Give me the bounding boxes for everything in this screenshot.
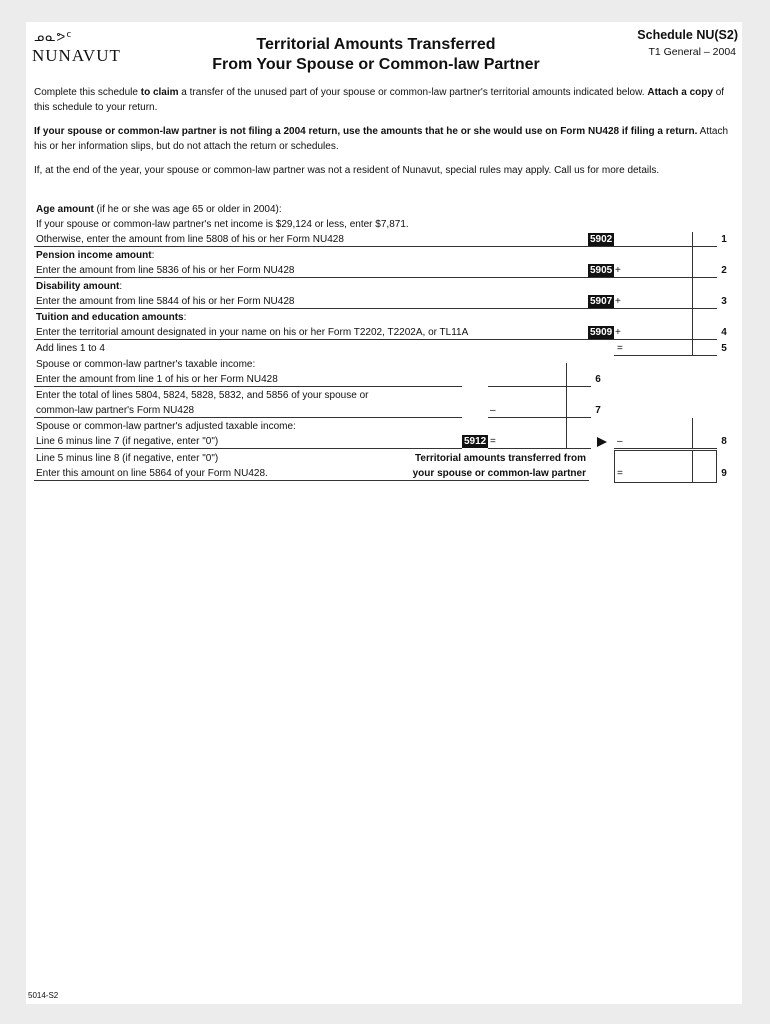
amount-field-line-9[interactable] bbox=[614, 450, 717, 483]
rule-line-6 bbox=[34, 386, 462, 387]
line-number-8: 8 bbox=[721, 436, 727, 447]
line-number-9: 9 bbox=[721, 468, 727, 479]
schedule-year: T1 General – 2004 bbox=[648, 46, 736, 58]
intro-paragraph-2: If your spouse or common-law partner is not filing a 2004 return, use the amounts that he or she would use on Form NU428 if filing a return. Attach his or her information slips, but do not attach the return or schedules. bbox=[34, 126, 729, 152]
line-code-5912: 5912 bbox=[464, 436, 487, 447]
disability-heading: Disability amount: bbox=[36, 281, 123, 292]
rule-line-4 bbox=[34, 339, 614, 340]
amount-field-line-7[interactable] bbox=[488, 417, 591, 418]
rule-line-1 bbox=[34, 246, 614, 247]
line-number-4: 4 bbox=[721, 327, 727, 338]
schedule-code: Schedule NU(S2) bbox=[637, 28, 738, 42]
amount-field-line-1[interactable] bbox=[614, 246, 717, 247]
line-6-instruction: Enter the amount from line 1 of his or her Form NU428 bbox=[36, 374, 278, 385]
form-page bbox=[26, 22, 742, 1004]
amount-field-line-3[interactable] bbox=[614, 308, 717, 309]
line-4-operator: + bbox=[615, 327, 621, 338]
age-amount-instruction: Otherwise, enter the amount from line 5808 of his or her Form NU428 bbox=[36, 234, 344, 245]
line-9-text-a: Line 5 minus line 8 (if negative, enter "0") bbox=[36, 453, 219, 464]
line-5-operator: = bbox=[617, 343, 623, 354]
disability-instruction: Enter the amount from line 5844 of his or her Form NU428 bbox=[36, 296, 295, 307]
line-8-minus: – bbox=[617, 436, 623, 447]
line-number-2: 2 bbox=[721, 265, 727, 276]
logo-nunavut: NUNAVUT bbox=[32, 46, 121, 65]
arrow-right-icon bbox=[597, 437, 607, 447]
intro-paragraph-3: If, at the end of the year, your spouse or common-law partner was not a resident of Nunavut, special rules may apply. Call us for more details. bbox=[34, 165, 660, 176]
amount-field-line-6[interactable] bbox=[488, 386, 591, 387]
logo-syllabics: ᓄᓇᕗᑦ bbox=[34, 30, 73, 44]
line-9-operator: = bbox=[617, 468, 623, 479]
rule-line-2 bbox=[34, 277, 614, 278]
amount-field-line-5[interactable] bbox=[614, 355, 717, 356]
line-code-5907: 5907 bbox=[590, 296, 613, 307]
rule-line-7 bbox=[34, 417, 462, 418]
line-7-text-b: common-law partner's Form NU428 bbox=[36, 405, 195, 416]
tuition-instruction: Enter the territorial amount designated in your name on his or her Form T2202, T2202A, or TL11A bbox=[36, 327, 469, 338]
form-title-line1: Territorial Amounts Transferred bbox=[256, 36, 496, 53]
line-9-label-1: Territorial amounts transferred from bbox=[415, 453, 586, 464]
line-7-operator: – bbox=[490, 405, 496, 416]
form-title-line2: From Your Spouse or Common-law Partner bbox=[212, 56, 540, 73]
line-8-heading: Spouse or common-law partner's adjusted taxable income: bbox=[36, 421, 296, 432]
line-3-operator: + bbox=[615, 296, 621, 307]
line-number-5: 5 bbox=[721, 343, 727, 354]
line-code-5909: 5909 bbox=[590, 327, 613, 338]
line-8-instruction: Line 6 minus line 7 (if negative, enter "0") bbox=[36, 436, 219, 447]
line-7-text-a: Enter the total of lines 5804, 5824, 5828, 5832, and 5856 of your spouse or bbox=[36, 390, 369, 401]
line-2-operator: + bbox=[615, 265, 621, 276]
cents-divider-1-5 bbox=[692, 232, 693, 355]
cents-divider-6-8 bbox=[566, 363, 567, 448]
line-8-equals: = bbox=[490, 436, 496, 447]
form-number: 5014-S2 bbox=[28, 991, 59, 1000]
line-number-7: 7 bbox=[595, 405, 601, 416]
line-6-heading: Spouse or common-law partner's taxable income: bbox=[36, 359, 256, 370]
line-9-text-b: Enter this amount on line 5864 of your Form NU428. bbox=[36, 468, 268, 479]
pension-heading: Pension income amount: bbox=[36, 250, 155, 261]
age-amount-condition: If your spouse or common-law partner's net income is $29,124 or less, enter $7,871. bbox=[36, 219, 409, 230]
amount-field-line-2[interactable] bbox=[614, 277, 717, 278]
age-amount-heading: Age amount (if he or she was age 65 or older in 2004): bbox=[36, 204, 282, 215]
line-number-6: 6 bbox=[595, 374, 601, 385]
amount-field-line-8[interactable] bbox=[614, 448, 717, 449]
pension-instruction: Enter the amount from line 5836 of his or her Form NU428 bbox=[36, 265, 295, 276]
cents-divider-8 bbox=[692, 418, 693, 448]
amount-field-line-8a[interactable] bbox=[488, 448, 591, 449]
cents-divider-9 bbox=[692, 451, 693, 482]
tuition-heading: Tuition and education amounts: bbox=[36, 312, 187, 323]
line-number-3: 3 bbox=[721, 296, 727, 307]
line-number-1: 1 bbox=[721, 234, 727, 245]
line-9-label-2: your spouse or common-law partner bbox=[412, 468, 586, 479]
line-code-5902: 5902 bbox=[590, 234, 613, 245]
rule-line-3 bbox=[34, 308, 614, 309]
rule-line-8 bbox=[34, 448, 462, 449]
amount-field-line-4[interactable] bbox=[614, 339, 717, 340]
line-5-text: Add lines 1 to 4 bbox=[36, 343, 105, 354]
rule-line-9 bbox=[34, 480, 589, 481]
intro-paragraph-1: Complete this schedule to claim a transfer of the unused part of your spouse or common-law partner's territorial amounts indicated below. Attach a copy of this schedule to your return. bbox=[34, 87, 725, 113]
line-code-5905: 5905 bbox=[590, 265, 613, 276]
